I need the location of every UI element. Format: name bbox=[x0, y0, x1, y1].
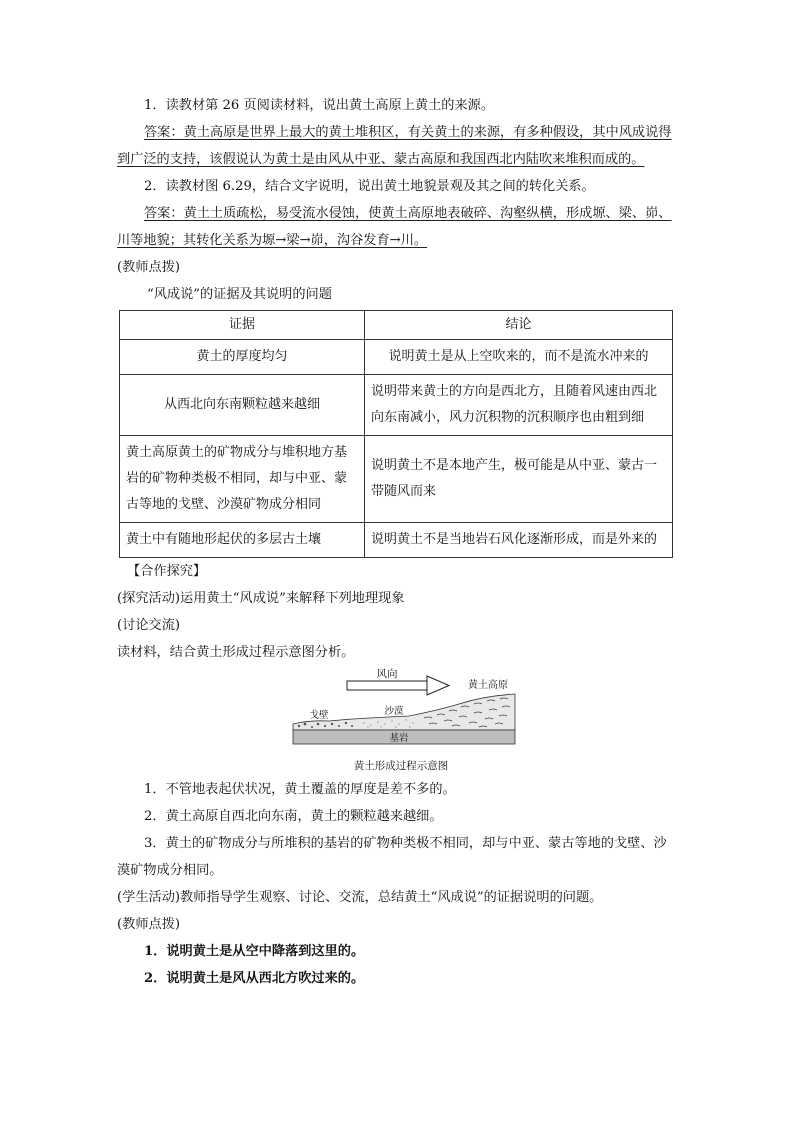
teacher-tip-1: (教师点拨) bbox=[117, 260, 181, 275]
evidence-table bbox=[119, 310, 673, 558]
table-cell-evidence: 黄土高原黄土的矿物成分与堆积地方基岩的矿物种类极不相同，却与中亚、蒙古等地的戈壁、沙漠矿物成分相同 bbox=[120, 436, 365, 523]
wind-arrow-icon bbox=[347, 676, 449, 695]
figure-caption: 黄土形成过程示意图 bbox=[353, 760, 449, 772]
table-header-row bbox=[120, 311, 673, 340]
conclusion-1: 1．说明黄土是从空中降落到这里的。 bbox=[144, 944, 365, 959]
table-cell-conclusion: 说明黄土不是当地岩石风化逐渐形成，而是外来的 bbox=[365, 523, 673, 558]
table-cell-conclusion: 说明黄土是从上空吹来的，而不是流水冲来的 bbox=[365, 340, 673, 375]
loess-formation-diagram bbox=[289, 666, 521, 761]
table-cell-conclusion: 说明带来黄土的方向是西北方，且随着风速由西北向东南减小，风力沉积物的沉积顺序也由粗到细 bbox=[365, 375, 673, 436]
read-material-text: 读材料，结合黄土形成过程示意图分析。 bbox=[117, 645, 355, 660]
answer-1 bbox=[117, 119, 677, 173]
point-1: 1．不管地表起伏状况，黄土覆盖的厚度是差不多的。 bbox=[144, 782, 456, 797]
answer-1-label: 答案： bbox=[144, 125, 184, 140]
question-1: 1．读教材第 26 页阅读材料，说出黄土高原上黄土的来源。 bbox=[144, 98, 495, 113]
answer-2-text: 黄土土质疏松，易受流水侵蚀，使黄土高原地表破碎、沟壑纵横，形成塬、梁、峁、川等地貌；其转化关系为塬→梁→峁，沟谷发育→川。 bbox=[117, 206, 672, 248]
teacher-tip-2: (教师点拨) bbox=[117, 917, 181, 932]
table-title: “风成说”的证据及其说明的问题 bbox=[147, 287, 332, 302]
student-activity-text: (学生活动)教师指导学生观察、讨论、交流，总结黄土“风成说”的证据说明的问题。 bbox=[117, 890, 603, 905]
point-3: 3．黄土的矿物成分与所堆积的基岩的矿物种类极不相同，却与中亚、蒙古等地的戈壁、沙漠矿物成分相同。 bbox=[117, 836, 667, 878]
answer-2-label: 答案： bbox=[144, 206, 184, 221]
table-row bbox=[120, 375, 673, 436]
activity-text: (探究活动)运用黄土“风成说”来解释下列地理现象 bbox=[117, 591, 405, 606]
loess-plateau-label: 黄土高原 bbox=[468, 680, 508, 691]
section-heading: 【合作探究】 bbox=[127, 564, 207, 579]
conclusion-2: 2．说明黄土是风从西北方吹过来的。 bbox=[144, 971, 365, 986]
answer-1-text: 黄土高原是世界上最大的黄土堆积区，有关黄土的来源，有多种假设，其中风成说得到广泛的支持，该假说认为黄土是由风从中亚、蒙古高原和我国西北内陆吹来堆积而成的。 bbox=[117, 125, 672, 167]
discussion-label: (讨论交流) bbox=[117, 618, 181, 633]
table-row bbox=[120, 340, 673, 375]
point-2: 2．黄土高原自西北向东南，黄土的颗粒越来越细。 bbox=[144, 809, 443, 824]
gobi-label: 戈壁 bbox=[309, 710, 329, 721]
wind-label: 风向 bbox=[376, 668, 398, 680]
table-cell-evidence: 从西北向东南颗粒越来越细 bbox=[120, 375, 365, 436]
desert-label: 沙漠 bbox=[384, 706, 404, 717]
table-cell-conclusion: 说明黄土不是本地产生，极可能是从中亚、蒙古一带随风而来 bbox=[365, 436, 673, 523]
table-row bbox=[120, 436, 673, 523]
answer-2 bbox=[117, 200, 677, 254]
document-page bbox=[117, 92, 677, 992]
loess-formation-figure bbox=[117, 666, 677, 776]
bedrock-label: 基岩 bbox=[389, 733, 409, 744]
table-cell-evidence: 黄土的厚度均匀 bbox=[120, 340, 365, 375]
table-cell-evidence: 黄土中有随地形起伏的多层古土壤 bbox=[120, 523, 365, 558]
table-header-conclusion: 结论 bbox=[365, 311, 673, 340]
table-header-evidence: 证据 bbox=[120, 311, 365, 340]
question-2: 2．读教材图 6.29，结合文字说明，说出黄土地貌景观及其之间的转化关系。 bbox=[144, 179, 595, 194]
table-row bbox=[120, 523, 673, 558]
